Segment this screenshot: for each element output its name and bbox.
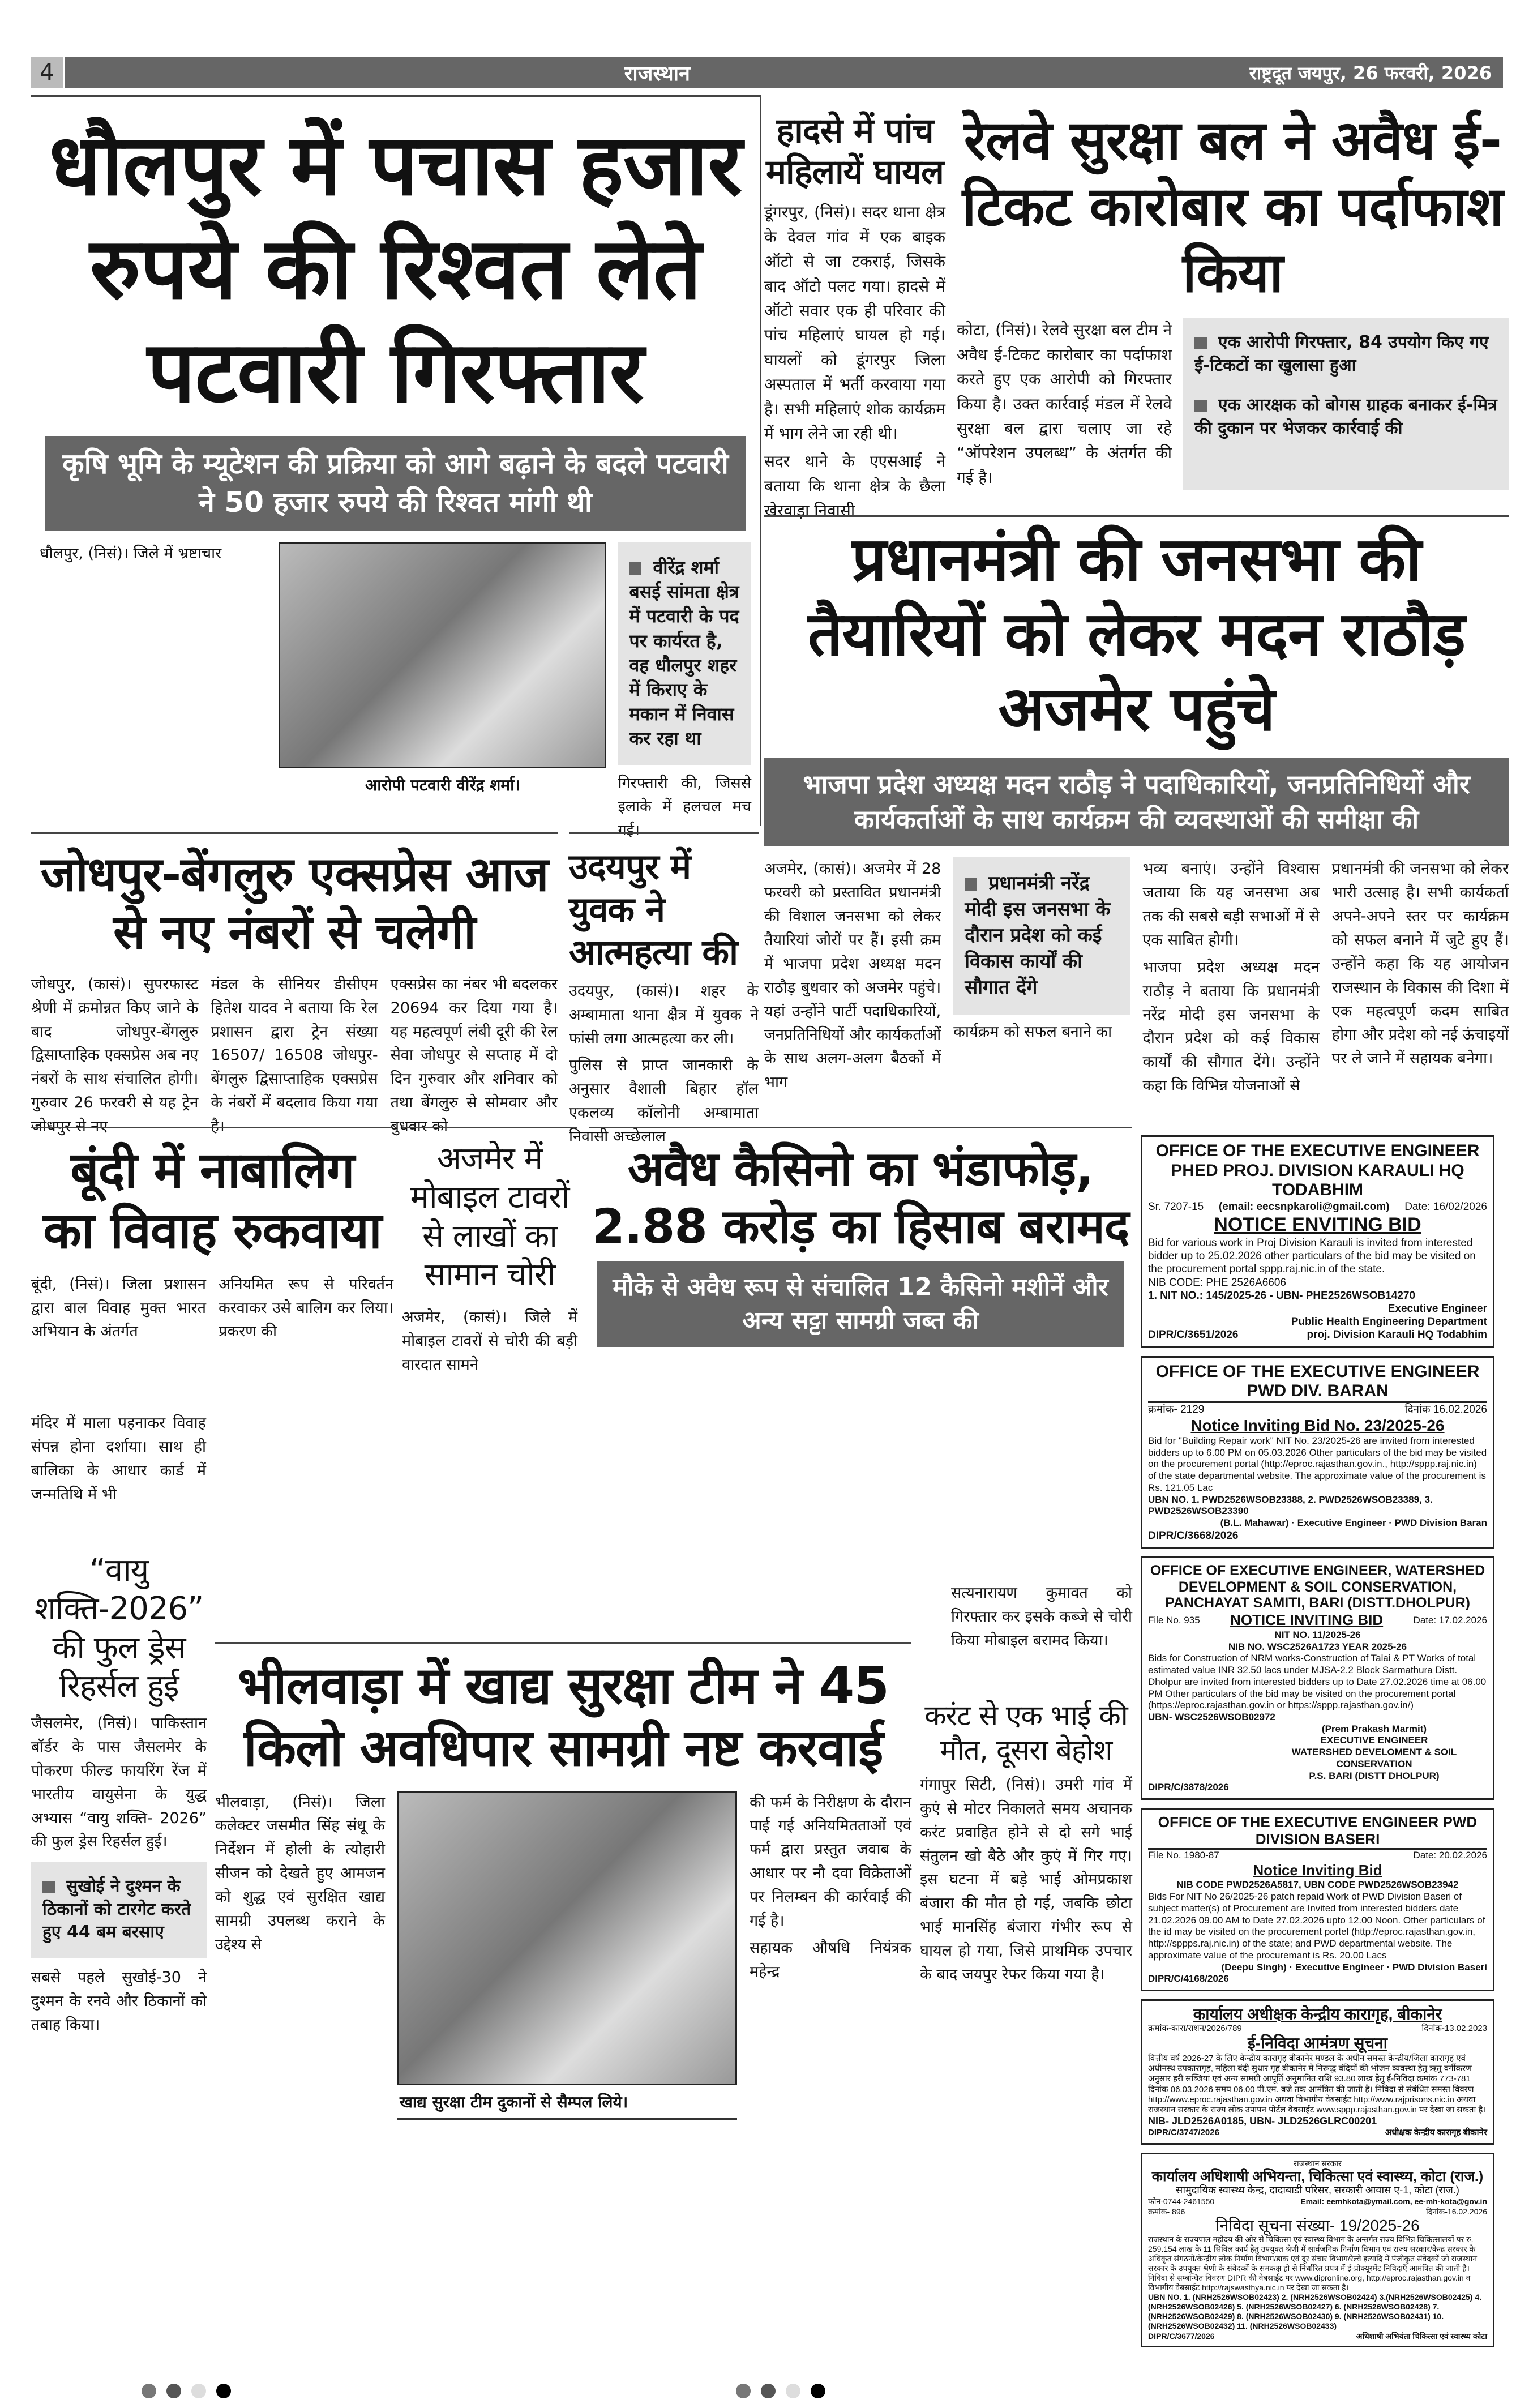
- signature-line: अधिशाषी अभियंता: [1356, 2331, 1411, 2341]
- paragraph: सहायक औषधि नियंत्रक महेन्द्र: [750, 1939, 911, 1981]
- article-body: [40, 542, 267, 780]
- notice-body: Bids for Construction of NRM works-Construction of Talai & PT Works of total estimated value INR 32.50 lacs under MJSA-2.2 Block Sarmathura Distt. Dholpur are invited from interested bidders up to Date 27.02.2026 time at 06.00 PM Other particulars of the bid may be visited on the procurement portal (https://eproc.rajasthan.gov.in or https://sppp.rajasthan.gov.in/): [1148, 1653, 1487, 1711]
- article-body: जैसलमेर, (निसं)। पाकिस्तान बॉर्डर के पास जैसलमेर के पोकरण फील्ड फायरिंग रेंज में भारतीय वायुसेना के युद्ध अभ्यास “वायु शक्ति- 2026” की फुल ड्रेस रिहर्सल हुई।: [31, 1714, 207, 1851]
- signature-line: अधीक्षक: [1385, 2128, 1412, 2138]
- highlight-text: वीरेंद्र शर्मा बसई सांमता क्षेत्र में पटवारी के पद पर कार्यरत है, वह धौलपुर शहर में किराए के मकान में निवास कर रहा था: [629, 557, 739, 750]
- article-bhilwara: [215, 1642, 911, 2378]
- highlight-box: [1183, 318, 1509, 490]
- highlight-item: [1194, 394, 1497, 440]
- headline: रेलवे सुरक्षा बल ने अवैध ई-टिकट कारोबार का पर्दाफाश किया: [962, 109, 1504, 305]
- subhead: कृषि भूमि के म्यूटेशन की प्रक्रिया को आगे बढ़ाने के बदले पटवारी ने 50 हजार रुपये की रिश्वत मांगी थी: [45, 436, 746, 531]
- signature-line: EXECUTIVE ENGINEER: [1320, 1735, 1428, 1746]
- notice-code: NIB NO. WSC2526A1723 YEAR 2025-26: [1228, 1641, 1407, 1652]
- registration-dot: [166, 2384, 181, 2398]
- notice-email[interactable]: (email: eecsnpkaroli@gmail.com): [1218, 1200, 1390, 1213]
- registration-marks: [142, 2384, 231, 2398]
- registration-dot: [811, 2384, 825, 2398]
- dipr-code: DIPR/C/3651/2026: [1148, 1329, 1239, 1341]
- headline: हादसे में पांच महिलायें घायल: [766, 111, 944, 193]
- notice-heading: NOTICE INVITING BID: [1230, 1611, 1384, 1629]
- registration-dot: [216, 2384, 231, 2398]
- dipr-code: DIPR/C/4168/2026: [1148, 1973, 1229, 1984]
- highlight-text: प्रधानमंत्री नरेंद्र मोदी इस जनसभा के दौरान प्रदेश को कई विकास कार्यों की सौगात देंगे: [965, 872, 1111, 999]
- notice-date: Date: 20.02.2026: [1413, 1849, 1487, 1860]
- headline: “वायु शक्ति-2026” की फुल ड्रेस रिहर्सल हुई: [34, 1552, 204, 1705]
- signature-line: Public Health Engineering Department: [1291, 1316, 1487, 1328]
- article-ajmer-towers: [402, 1127, 577, 1625]
- notice-kota-health: [1141, 2153, 1494, 2347]
- article-casino: [589, 1127, 1132, 1682]
- signature-line: (Prem Prakash Marmit): [1321, 1723, 1427, 1734]
- article-body: अजमेर, (कासं)। जिले में मोबाइल टावरों से चोरी की बड़ी वारदात सामने: [402, 1308, 577, 1374]
- dateline: राष्ट्रदूत जयपुर, 26 फरवरी, 2026: [1249, 62, 1492, 84]
- article-current: [920, 1699, 1132, 2367]
- notice-code: UBN NO. 1. PWD2526WSOB23388, 2. PWD2526WSOB23389, 3. PWD2526WSOB23390: [1148, 1494, 1433, 1517]
- article-body: सत्यनारायण कुमावत को गिरफ्तार कर इसके कब्जे से चोरी किया मोबाइल बरामद किया।: [951, 1584, 1132, 1649]
- registration-dot: [191, 2384, 206, 2398]
- paragraph: उदयपुर, (कासं)। शहर के अम्बामाता थाना क्षैत्र में युवक ने फांसी लगा आत्महत्या कर ली।: [569, 982, 759, 1047]
- notice-code: UBN- WSC2526WSOB02972: [1148, 1712, 1275, 1722]
- notice-title: कार्यालय अधिशाषी अभियन्ता, चिकित्सा एवं स्वास्थ्य, कोटा (राज.): [1151, 2168, 1484, 2184]
- registration-dot: [142, 2384, 156, 2398]
- dipr-code: DIPR/C/3668/2026: [1148, 1529, 1239, 1542]
- column: भीलवाड़ा, (निसं)। जिला कलेक्टर जसमीत सिंह संधू के निर्देशन में होली के त्योहारी सीजन को देखते हुए आमजन को शुद्ध एवं सुरक्षित खाद्य सामग्री उपलब्ध कराने के उद्देश्य से: [215, 1793, 385, 1953]
- paragraph: सबसे पहले सुखोई-30 ने दुश्मन के रनवे और ठिकानों को तबाह किया।: [31, 1968, 207, 2034]
- notice-phone: फोन-0744-2461550: [1148, 2197, 1215, 2206]
- notice-ref: File No. 1980-87: [1148, 1849, 1219, 1860]
- signature-line: चिकित्सा एवं स्वास्थ्य कोटा: [1412, 2331, 1487, 2341]
- column: [1143, 857, 1320, 1106]
- notice-email[interactable]: Email: eemhkota@ymail.com, ee-mh-kota@gov.in: [1300, 2197, 1487, 2206]
- column: [764, 857, 941, 1106]
- article-body: गंगापुर सिटी, (निसं)। उमरी गांव में कुएं से मोटर निकालते समय अचानक करंट प्रवाहित होने से दो सगे भाई संतुलन खो बैठे और कुएं में गिर गए। इस घटना में बड़े भाई ओमप्रकाश बंजारा की मौत हो गई, जबकि छोटा भाई मानसिंह बंजारा गंभीर रूप से घायल हो गया, जिसे प्राथमिक उपचार के बाद जयपुर रेफर किया गया है।: [920, 1776, 1132, 1983]
- notice-ref: क्रमांक- 896: [1148, 2206, 1185, 2216]
- article-railway: [957, 108, 1509, 504]
- notice-code: NIB CODE PWD2526A5817, UBN CODE PWD2526WSOB23942: [1176, 1879, 1459, 1891]
- headline: अवैध कैसिनो का भंडाफोड़, 2.88 करोड़ का हिसाब बरामद: [592, 1141, 1129, 1255]
- subhead: मौके से अवैध रूप से संचालित 12 कैसिनो मशीनें और अन्य सट्टा सामग्री जब्त की: [597, 1261, 1124, 1347]
- article-jodhpur: [31, 832, 558, 1135]
- paragraph: भाजपा प्रदेश अध्यक्ष मदन राठौड़ ने बताया कि प्रधानमंत्री नरेंद्र मोदी इस जनसभा के दौरान प्रदेश को कई विकास कार्यों की सौगात देंगे। उन्होंने कहा कि विभिन्न योजनाओं से: [1142, 958, 1320, 1095]
- article-body: [764, 200, 945, 523]
- notice-code: NIB- JLD2526A0185, UBN- JLD2526GLRC00201: [1148, 2115, 1377, 2127]
- paragraph: भव्य बनाएं। उन्होंने विश्वास जताया कि यह जनसभा अब तक की सबसे बड़ी सभाओं में से एक साबित होगी।: [1142, 860, 1320, 949]
- dipr-code: DIPR/C/3878/2026: [1148, 1782, 1229, 1793]
- paragraph: अजमेर, (कासं)। अजमेर में 28 फरवरी को प्रस्तावित प्रधानमंत्री की विशाल जनसभा को लेकर तैयारियां जोरों पर हैं। इसी क्रम में भाजपा प्रदेश अध्यक्ष मदन राठौड़ बुधवार को अजमेर पहुंचे। यहां उन्होंने पार्टी पदाधिकारियों, जनप्रतिनिधियों और कार्यकर्ताओं के साथ अलग-अलग बैठकों में भाग: [764, 860, 941, 1092]
- bullet-icon: [965, 878, 977, 891]
- paragraph: डूंगरपुर, (निसं)। सदर थाना क्षेत्र के देवल गांव में एक बाइक ऑटो से जा टकराई, जिसके बाद ऑटो पलट गया। हादसे में ऑटो सवार एक ही परिवार की पांच महिलाएं घायल हो गई। घायलों को डूंगरपुर जिला अस्पताल में भर्ती करवाया गया है। सभी महिलाएं शोक कार्यक्रम में भाग लेने जा रही थी।: [764, 203, 945, 443]
- article-accident: [764, 110, 945, 520]
- headline: उदयपुर में युवक ने आत्महत्या की: [569, 846, 738, 973]
- notice-watershed-bari: [1141, 1556, 1494, 1800]
- bullet-icon: [42, 1881, 55, 1893]
- subhead: भाजपा प्रदेश अध्यक्ष मदन राठौड़ ने पदाधिकारियों, जनप्रतिनिधियों और कार्यकर्ताओं के साथ कार्यक्रम की व्यवस्थाओं की समीक्षा की: [764, 758, 1509, 846]
- bullet-icon: [629, 562, 641, 575]
- highlight-text: एक आरोपी गिरफ्तार, 84 उपयोग किए गए ई-टिकटों का खुलासा हुआ: [1194, 332, 1489, 375]
- notice-pre-title: राजस्थान सरकार: [1294, 2158, 1342, 2168]
- registration-dot: [786, 2384, 800, 2398]
- article-body: [569, 980, 759, 1149]
- notice-code: NIT NO. 11/2025-26: [1274, 1629, 1361, 1640]
- signature-line: Executive Engineer: [1297, 1517, 1386, 1528]
- notice-body: Bid for various work in Proj Division Karauli is invited from interested bidder up to 25.02.2026 other particulars of the bid may be visited on the procurement portal sppp.raj.nic.in of the state.: [1148, 1237, 1476, 1276]
- section-title: राजस्थान: [624, 62, 691, 85]
- notice-code: UBN NO. 1. (NRH2526WSOB02423) 2. (NRH2526WSOB02424) 3.(NRH2526WSOB02425) 4. (NRH2526WSOB02426) 5. (NRH2526WSOB02427) 6. (NRH2526WSOB02428) 7. (NRH2526WSOB02429) 8. (NRH2526WSOB02430) 9. (NRH2526WSOB02431) 10. (NRH2526WSOB02432) 11. (NRH2526WSOB02433): [1148, 2292, 1481, 2331]
- column: जोधपुर, (कासं)। सुपरफास्ट श्रेणी में क्रमोन्नत किए जाने के बाद जोधपुर-बेंगलुरु द्विसाप्ताहिक एक्सप्रेस अब नए नंबरों के साथ संचालित होगी। गुरुवार 26 फरवरी से यह ट्रेन जोधपुर से नए: [31, 975, 199, 1135]
- signature-line: Executive Engineer: [1295, 1961, 1384, 1973]
- notice-heading: NOTICE ENVITING BID: [1214, 1213, 1421, 1235]
- notice-date: दिनांक-16.02.2026: [1426, 2206, 1487, 2216]
- photo-accused: [279, 542, 606, 768]
- signature-line: WATERSHED DEVELOMENT & SOIL CONSERVATION: [1291, 1747, 1457, 1769]
- article-body: कोटा, (निसं)। रेलवे सुरक्षा बल टीम ने अवैध ई-टिकट कारोबार का पर्दाफाश करते हुए एक आरोपी को गिरफ्तार किया है। उक्त कार्रवाई मंडल में रेलवे सुरक्षा बल द्वारा चलाए जा रहे “ऑपरेशन उपलब्ध” के अंतर्गत की गई है।: [957, 320, 1172, 487]
- signature-line: केन्द्रीय कारागृह बीकानेर: [1414, 2128, 1487, 2138]
- article-bundi: [31, 1127, 393, 1523]
- dipr-code: DIPR/C/3677/2026: [1148, 2331, 1215, 2341]
- article-dholpur: [31, 95, 761, 840]
- notice-bikaner-jail: [1141, 1999, 1494, 2145]
- notice-body: Bid for "Building Repair work" NIT No. 23/2025-26 are invited from interested bidders up to 6.00 PM on 05.03.2026 Other particulars of the bid may be visited on the procurement portal (http://eproc.rajasthan.gov.in., http://sppp.raj.nic.in) of the state departmental website. The approximate value of the procurement is Rs. 121.05 Lac: [1148, 1435, 1487, 1493]
- notice-title: कार्यालय अधीक्षक केन्द्रीय कारागृह, बीकानेर: [1193, 2005, 1442, 2023]
- registration-dot: [736, 2384, 751, 2398]
- bullet-icon: [1194, 337, 1207, 349]
- notice-ref: क्रमांक- 2129: [1148, 1403, 1205, 1415]
- notice-body: Bids For NIT No 26/2025-26 patch repaid Work of PWD Division Baseri of subject matter(s) of Procurement are Invited from interested bidders date 21.02.2026 09.00 AM to Date 27.02.2026 upto 12.00 Noon. Other particulars of the id may be visited on the procurement portel (http://eproc.rajasthan.gov.in, http://sppps.raj.nic.in) of the state; and PWD departmental website. The approximate value of the procuremant is Rs. 20.00 Lacs: [1148, 1891, 1485, 1961]
- notice-heading: ई-निविदा आमंत्रण सूचना: [1248, 2034, 1387, 2052]
- notice-date: दिनांक-13.02.2023: [1421, 2024, 1487, 2034]
- notice-title: OFFICE OF THE EXECUTIVE ENGINEER PHED PROJ. DIVISION KARAULI HQ TODABHIM: [1155, 1141, 1480, 1199]
- headline: करंट से एक भाई की मौत, दूसरा बेहोश: [924, 1699, 1128, 1767]
- column: [750, 1791, 911, 2120]
- photo-caption: खाद्य सुरक्षा टीम दुकानों से सैम्पल लिये।: [400, 2092, 628, 2111]
- highlight-box: [31, 1862, 207, 1958]
- page-number: 4: [31, 57, 65, 88]
- column: अनियमित रूप से परिवर्तन करवाकर उसे बालिग कर लिया। प्रकरण की: [219, 1275, 393, 1341]
- page-header: [31, 57, 1503, 88]
- notice-phed-karauli: [1141, 1135, 1494, 1348]
- signature-line: PWD Division Baseri: [1392, 1961, 1487, 1973]
- signature-line: (B.L. Mahawar): [1220, 1517, 1289, 1528]
- highlight-text: सुखोई ने दुश्मन के ठिकानों को टारगेट करते हुए 44 बम बरसाए: [42, 1876, 191, 1943]
- photo-food-safety-team: [397, 1791, 737, 2085]
- highlight-item: [1194, 331, 1497, 377]
- column: [31, 1273, 206, 1503]
- notice-pwd-baseri: OFFICE OF THE EXECUTIVE ENGINEER PWD DIVISION BASERI File No. 1980-87 Date: 20.02.2026 Notice Inviting Bid NIB CODE PWD2526A5817, UBN CODE PWD2526WSOB23942 Bids For NIT No 26/2025-26 patch repaid Work of PWD Division Baseri of subject matter(s) of Procurement are Invited from interested bidders date 21.02.2026 09.00 AM to Date 27.02.2026 upto 12.00 Noon. Other particulars of the id may be visited on the procurement portel (http://eproc.rajasthan.gov.in, http://sppps.raj.nic.in) of the state; and PWD departmental website. The approximate value of the procuremant is Rs. 20.00 Lacs (Deepu Singh) · Executive Engineer · PWD Division Baseri DIPR/C/4168/2026: [1141, 1808, 1494, 1991]
- column: मंडल के सीनियर डीसीएम हितेश यादव ने बताया कि रेल प्रशासन द्वारा ट्रेन संख्या 16507/ 16508 जोधपुर-बेंगलुरु द्विसाप्ताहिक एक्सप्रेस के नंबरों में बदलाव किया गया है।: [211, 975, 378, 1135]
- signature-line: PWD Division Baran: [1394, 1517, 1487, 1528]
- headline: भीलवाड़ा में खाद्य सुरक्षा टीम ने 45 किलो अवधिपार सामग्री नष्ट करवाई: [237, 1656, 889, 1778]
- article-pm-rally: [764, 515, 1509, 1115]
- dipr-code: DIPR/C/3747/2026: [1148, 2128, 1219, 2138]
- highlight-box: [618, 542, 751, 765]
- notice-title: OFFICE OF THE EXECUTIVE ENGINEER PWD DIVISION BASERI: [1148, 1814, 1487, 1850]
- signature-line: P.S. BARI (DISTT DHOLPUR): [1309, 1770, 1440, 1781]
- highlight-text: एक आरक्षक को बोगस ग्राहक बनाकर ई-मित्र की दुकान पर भेजकर कार्रवाई की: [1194, 395, 1497, 438]
- paragraph: बूंदी, (निसं)। जिला प्रशासन द्वारा बाल विवाह मुक्त भारत अभियान के अंतर्गत: [31, 1275, 206, 1341]
- headline: धौलपुर में पचास हजार रुपये की रिश्वत लेते पटवारी गिरफ्तार: [49, 116, 742, 422]
- notice-date: Date: 17.02.2026: [1413, 1614, 1487, 1626]
- photo-caption: आरोपी पटवारी वीरेंद्र शर्मा।: [365, 776, 520, 794]
- article-udaipur: [569, 832, 759, 1145]
- notice-ref: Sr. 7207-15: [1148, 1200, 1204, 1213]
- divider: [397, 2118, 737, 2120]
- lead-text: धौलपुर, (निसं)। जिले में भ्रष्टाचार: [40, 545, 222, 562]
- notice-body: राजस्थान के राज्यपाल महोदय की ओर से चिकित्सा एवं स्वास्थ्य विभाग के अन्तर्गत राज्य विभिन्न चिकित्सालयों पर रु. 259.154 लाख के 11 सिविल कार्य हेतु उपयुक्त श्रेणी में सार्वजनिक निर्माण विभाग एवं राज्य सरकार/केन्द्र सरकार के अधिकृत संगठनों/केन्द्रीय लोक निर्माण विभाग/डाक एवं दूर संचार विभाग/रेल्वे इत्यादि में पंजीकृत संवेदकों जो राजस्थान सरकार के उपयुक्त श्रेणी के संवेदकों के समकक्ष हो से निर्धारित प्रपत्र में ई-प्रोक्यूरमेंट निविदाएँ आमंत्रित की जाती है। निविदा से सम्बन्धित विवरण DIPR की वेबसाईट पर www.dipronline.org, http://eproc.rajasthan.gov.in व विभागीय वेबसाईट http://rajswasthya.nic.in पर देखा जा सकता है।: [1148, 2234, 1478, 2292]
- registration-dot: [761, 2384, 776, 2398]
- article-vayu-shakti: [31, 1534, 207, 2372]
- notice-ref: File No. 935: [1148, 1614, 1200, 1626]
- notice-date: दिनांक 16.02.2026: [1404, 1403, 1487, 1415]
- notice-heading: Notice Inviting Bid: [1253, 1861, 1382, 1879]
- notice-title: OFFICE OF THE EXECUTIVE ENGINEER PWD DIV. BARAN: [1148, 1362, 1487, 1403]
- highlight-box: [953, 857, 1130, 1014]
- notice-code: NIB CODE: PHE 2526A6606: [1148, 1276, 1286, 1289]
- notice-title: OFFICE OF EXECUTIVE ENGINEER, WATERSHED DEVELOPMENT & SOIL CONSERVATION, PANCHAYAT SAMITI, BARI (DISTT.DHOLPUR): [1150, 1562, 1485, 1611]
- notice-pwd-baran: OFFICE OF THE EXECUTIVE ENGINEER PWD DIV. BARAN क्रमांक- 2129 दिनांक 16.02.2026 Notice Inviting Bid No. 23/2025-26 Bid for "Building Repair work" NIT No. 23/2025-26 are invited from interested bidders up to 6.00 PM on 05.03.2026 Other particulars of the bid may be visited on the procurement portal (http://eproc.rajasthan.gov.in., http://sppp.raj.nic.in) of the state departmental website. The approximate value of the procurement is Rs. 121.05 Lac UBN NO. 1. PWD2526WSOB23388, 2. PWD2526WSOB23389, 3. PWD2526WSOB23390 (B.L. Mahawar) · Executive Engineer · PWD Division Baran DIPR/C/3668/2026: [1141, 1356, 1494, 1549]
- registration-marks: [736, 2384, 825, 2398]
- headline: प्रधानमंत्री की जनसभा की तैयारियों को लेकर मदन राठौड़ अजमेर पहुंचे: [764, 515, 1509, 758]
- column: एक्सप्रेस का नंबर भी बदलकर 20694 कर दिया गया है। यह महत्वपूर्ण लंबी दूरी की रेल सेवा जोधपुर से सप्ताह में दो दिन गुरुवार और शनिवार को तथा बेंगलुरु से सोमवार और बुधवार को: [390, 975, 558, 1135]
- paragraph: प्रधानमंत्री की जनसभा को लेकर भारी उत्साह है। सभी कार्यकर्ता अपने-अपने स्तर पर कार्यक्रम को सफल बनाने में जुटे हुए हैं। उन्होंने कहा कि यह आयोजन राजस्थान के विकास की दिशा में एक महत्वपूर्ण कदम साबित होगा और प्रदेश को नई ऊंचाइयों पर ले जाने में सहायक बनेगा।: [1331, 860, 1509, 1068]
- paragraph: की फर्म के निरीक्षण के दौरान पाई गई अनियमितताओं एवं फर्म द्वारा प्रस्तुत जवाब के आधार पर नौ दवा विक्रेताओं पर निलम्बन की कार्रवाई की गई है।: [750, 1793, 911, 1930]
- notice-body: वित्तीय वर्ष 2026-27 के लिए केन्द्रीय कारागृह बीकानेर मण्डल के अधीन समस्त केन्द्रीय/जिला कारागृह एवं अधीनस्थ उपकारागृह, महिला बंदी सुधार गृह बीकानेर में निरूद्ध बंदियों की भोजन व्यवस्था हेतु ऋतु वर्गीकरण अनुसार हरी सब्जियां एवं अन्य सामग्री आपूर्ति अनुमानित राशि 93.80 लाख हेतु ई-निविदा क्रमांक 773-781 दिनांक 06.03.2026 समय 06.00 पी.एम. बजे तक आमंत्रित की जाती है। निविदा से संबंधित समस्त विवरण http://www.eproc.rajasthan.gov.in अथवा विभागीय वेबसाईट http://www.rajprisons.nic.in अथवा राजस्थान सरकार के राज्य लोक उपापन पोर्टल वेबसाईट www.sppp.rajasthan.gov.in पर देखा जा सकता है।: [1148, 2053, 1487, 2115]
- signature-line: (Deepu Singh): [1221, 1961, 1287, 1973]
- signature-line: Executive Engineer: [1387, 1303, 1487, 1315]
- signature-line: proj. Division Karauli HQ Todabhim: [1307, 1329, 1487, 1341]
- headline: जोधपुर-बेंगलुरु एक्सप्रेस आज से नए नंबरों से चलेगी: [40, 846, 549, 960]
- paragraph: पुलिस से प्राप्त जानकारी के अनुसार वैशाली बिहार हॉल एकलव्य कॉलोनी अम्बामाता निवासी अच्छेलाल: [569, 1057, 759, 1145]
- continued-text: गिरफ्तारी की, जिससे इलाके में हलचल मच गई।: [618, 774, 751, 840]
- notice-ref: क्रमांक-कारा/राशन/2026/789: [1148, 2024, 1242, 2034]
- bullet-icon: [1194, 400, 1207, 412]
- column: [1332, 857, 1509, 1106]
- notice-heading: निविदा सूचना संख्या- 19/2025-26: [1215, 2216, 1420, 2234]
- notice-code: 1. NIT NO.: 145/2025-26 - UBN- PHE2526WSOB14270: [1148, 1289, 1416, 1302]
- paragraph: मंदिर में माला पहनाकर विवाह संपन्न होना दर्शाया। साथ ही बालिका के आधार कार्ड में जन्मतिथि में भी: [31, 1414, 206, 1503]
- notice-heading: Notice Inviting Bid No. 23/2025-26: [1190, 1416, 1445, 1434]
- notice-address: सामुदायिक स्वास्थ्य केन्द्र, दादाबाडी परिसर, सरकारी आवास ए-1, कोटा (राज.): [1176, 2184, 1459, 2196]
- notice-date: Date: 16/02/2026: [1404, 1200, 1487, 1213]
- headline: अजमेर में मोबाइल टावरों से लाखों का सामान चोरी: [410, 1140, 569, 1293]
- notices-column: [1141, 1135, 1494, 2347]
- headline: बूंदी में नाबालिग का विवाह रुकवाया: [43, 1141, 382, 1260]
- paragraph: सदर थाने के एएसआई ने बताया कि थाना क्षेत्र के छैला खेरवाड़ा निवासी: [764, 452, 945, 520]
- paragraph: कार्यक्रम को सफल बनाने का: [953, 1023, 1112, 1041]
